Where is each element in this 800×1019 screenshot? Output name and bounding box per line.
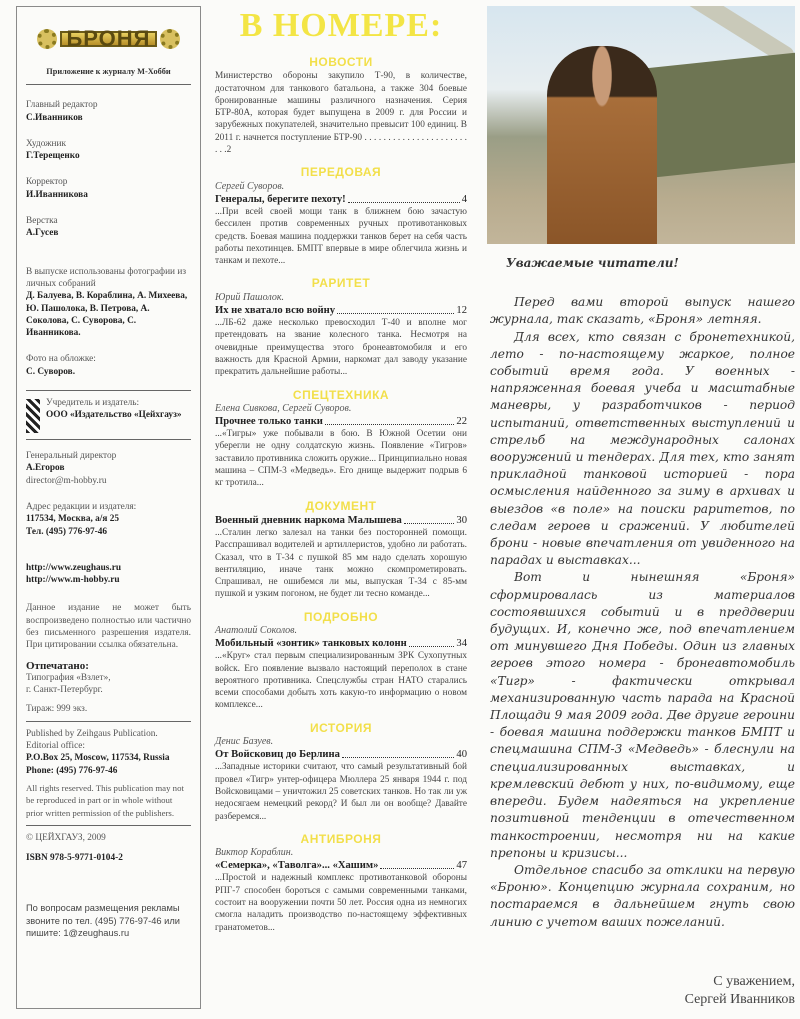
en-office: Editorial office: — [26, 741, 85, 752]
magazine-logo — [26, 13, 191, 65]
section-label: РАРИТЕТ — [311, 276, 371, 291]
article-title: Военный дневник наркома Малышева — [215, 514, 402, 526]
letter-paragraph: Отдельное спасибо за отклики на первую «Броню». Концепцию журнала сохраним, но постараемся в дальнейшем гнуть свою линию с учетом ваших пожеланий. — [490, 862, 795, 929]
printed-label: Отпечатано: — [26, 659, 89, 672]
website-link[interactable]: http://www.zeughaus.ru — [26, 562, 122, 573]
article-summary — [215, 317, 467, 378]
toc-section — [215, 166, 467, 267]
staff-role: Корректор — [26, 177, 68, 188]
person-shape — [547, 46, 657, 244]
article-author: Анатолий Соколов. — [215, 624, 298, 636]
section-label: НОВОСТИ — [309, 55, 373, 69]
editor-photo — [487, 6, 795, 244]
toc-section — [215, 56, 467, 156]
staff-role: Художник — [26, 138, 66, 149]
summary-text: ...ЛБ-62 даже несколько превосходил Т-40 и вполне мог претендовать на звание колесного танка. Несмотря на очевидные преимущества этого бронеавтомобиля и его важность для Красной Армии, наркомат дал заводу указание прекратить дальнейшие работы... — [215, 318, 467, 378]
toc-heading: В НОМЕРЕ: — [239, 7, 443, 44]
toc-section — [215, 833, 467, 934]
signoff: С уважением, — [713, 973, 795, 989]
article-summary — [215, 70, 467, 156]
phone: Тел. (495) 776-97-46 — [26, 526, 108, 537]
staff-name: С.Иванников — [26, 112, 83, 123]
en-published: Published by Zeihgaus Publication. — [26, 728, 158, 739]
staff-name: А.Гусев — [26, 228, 59, 239]
dot-leader: . . . . . . . . . . . . . . . . . . . . . . . . . — [215, 132, 467, 156]
dot-leader — [325, 415, 455, 425]
copyright: © ЦЕЙХГАУЗ, 2009 — [26, 832, 106, 843]
letter-paragraph: Перед вами второй выпуск нашего журнала, так сказать, «Броня» летняя. — [490, 295, 795, 327]
page-number: 22 — [456, 416, 467, 428]
staff-name: Г.Терещенко — [26, 151, 80, 162]
page-number: 4 — [461, 193, 467, 205]
page-number: 2 — [226, 145, 232, 156]
table-of-contents — [215, 0, 467, 934]
address: 117534, Москва, а/я 25 — [26, 514, 120, 525]
section-label: ПОДРОБНО — [303, 609, 379, 624]
summary-text: ...Сталин легко залезал на танки без посторонней помощи. Расспрашивал водителей и артиллеристов, удобно ли работать. Сказал, что в Т-34 с пушкой 85 мм надо сделать хорошую вентиляцию, иначе танк можно скомпрометировать. Спрашивал, не ошибемся ли мы, выпуская Т-34 с 85-мм пушкой и узким погоном, не будет ли тесно команде... — [215, 527, 467, 600]
article-summary — [215, 872, 467, 933]
toc-section — [215, 389, 467, 490]
toc-entry[interactable] — [215, 193, 467, 206]
ads-contact: По вопросам размещения рекламы звоните по тел. (495) 776-97-46 или пишите: 1@zeughaus.ru — [26, 903, 180, 939]
letter-paragraph: Вот и нынешняя «Броня» сформировалась из материалов состоявшихся событий и в преддверии будущих. И, конечно же, под впечатлением от минувшего Дня Победы. Один из главных героев этого номера - бронеавтомобиль «Тигр» - фактически открывал механизированную часть парада на Красной Площади 9 мая 2009 года. Две другие героини - боевая машина поддержки танков БМПТ и спецмашина СПМ-3 «Медведь» - блеснули на специализированных выставках, и кремлевский дебют у них, по-видимому, еще впереди. Будем надеяться на укрепление позитивной тенденции в отечественном танкостроении, несмотря ни на какие препоны и кризисы... — [490, 570, 795, 860]
website-link[interactable]: http://www.m-hobby.ru — [26, 575, 120, 586]
toc-section — [215, 500, 467, 601]
printed-city: г. Санкт-Петербург. — [26, 685, 103, 696]
dot-leader — [409, 637, 455, 647]
letter-paragraph: Для всех, кто связан с бронетехникой, лето - по-настоящему жаркое, полное событий время года. У военных - напряженная боевая учеба и масштабные маневры, у разработчиков - период испытаний, ответственных выступлений и стрельб на международных салонах вооружений и тендерах. Для тех, кто занят прикладной танковой историей - пора осмысления найденного за зиму в архивах и выездов «в поле» на поиски раритетов, по следам героев и сражений. У любителей брони - новые впечатления от увиденного на парадах и выставках... — [490, 329, 795, 568]
staff-role: Верстка — [26, 216, 58, 227]
dot-leader — [337, 304, 454, 314]
vehicle-shape — [637, 53, 795, 180]
cover-label: Фото на обложке: — [26, 354, 96, 365]
article-title: «Семерка», «Таволга»... «Хашим» — [215, 860, 379, 872]
summary-text: ...Западные историки считают, что самый результативный бой провел «Тигр» унтер-офицера Мюллера 25 января 1944 г. под Войсковицами – уничтожил 25 советских танков. Но так ли уж недосягаем немецкий рекорд? И был ли он вообще? Давайте разберемся... — [215, 762, 467, 822]
director-label: Генеральный директор — [26, 451, 117, 462]
letter-greeting: Уважаемые читатели! — [506, 256, 679, 270]
toc-section — [215, 277, 467, 378]
copyright-notice: Данное издание не может быть воспроизведено полностью или частично без письменного разрешения издателя. При цитировании ссылка обязательна. — [26, 603, 191, 651]
page-number: 47 — [456, 860, 467, 872]
article-author: Денис Базуев. — [215, 736, 274, 748]
toc-entry[interactable] — [215, 637, 467, 650]
toc-entry[interactable] — [215, 514, 467, 527]
logo-text: БРОНЯ — [60, 31, 156, 47]
page-number: 34 — [456, 638, 467, 650]
article-title: От Войсковиц до Берлина — [215, 749, 340, 761]
cover-name: С. Суворов. — [26, 366, 76, 377]
summary-text: ...«Тигры» уже побывали в бою. В Южной Осетии они уберегли не одну солдатскую жизнь. Появление «Тигров» заставило противника сложить оружие... Принципиально новая машина – СПМ-3 «Медведь». Его днище выдержит подрыв 6 кг тротила... — [215, 429, 467, 489]
director-email[interactable]: director@m-hobby.ru — [26, 475, 107, 486]
publisher-logo-icon — [26, 399, 40, 433]
en-rights: All rights reserved. This publication may not be reproduced in part or in whole without prior written permission of the publishers. — [26, 782, 184, 818]
logo-subtitle: Приложение к журналу М-Хобби — [26, 66, 191, 85]
dot-leader — [404, 514, 455, 524]
dot-leader — [342, 748, 454, 758]
publisher-label: Учредитель и издатель: — [46, 398, 140, 409]
toc-entry[interactable] — [215, 415, 467, 428]
article-author: Виктор Кораблин. — [215, 847, 294, 859]
article-summary — [215, 650, 467, 711]
summary-text: ...«Круг» стал первым специализированным ЗРК Сухопутных войск. Его появление вызвало настоящий переполох в стане вероятного противника. Спецслужбы стран НАТО старались всеми способами добыть хоть какую-то информацию о новом комплексе... — [215, 651, 467, 711]
article-author: Елена Сивкова, Сергей Суворов. — [215, 402, 352, 414]
section-label: ИСТОРИЯ — [309, 720, 373, 735]
article-title: Мобильный «зонтик» танковых колонн — [215, 638, 407, 650]
toc-section — [215, 611, 467, 712]
article-title: Генералы, берегите пехоту! — [215, 193, 346, 205]
summary-text: ...При всей своей мощи танк в ближнем бою зачастую бессилен против современных ручных противотанковых средств. Боевая машина поддержки танков берет на себя часть работы пехотинцев. БМПТ впервые в мире облегчила жизнь и танкам и пехоте... — [215, 206, 467, 267]
circulation: Тираж: 999 экз. — [26, 703, 88, 714]
en-address: P.O.Box 25, Moscow, 117534, Russia — [26, 753, 170, 764]
dot-leader — [348, 193, 460, 203]
page-number: 30 — [456, 514, 467, 526]
article-title: Их не хватало всю войну — [215, 305, 336, 317]
article-title: Прочнее только танки — [215, 416, 323, 428]
imprint-column — [16, 6, 201, 1009]
article-author: Юрий Пашолок. — [215, 291, 285, 303]
page-number: 40 — [456, 749, 467, 761]
summary-text: ...Простой и надежный комплекс противотанковой обороны РПГ-7 способен бороться с самыми современными танками, состоит на вооружении почти 50 лет. Россия одна из немногих смогла наладить производство по-настоящему эффективных гранатометов... — [215, 873, 467, 933]
section-label: АНТИБРОНЯ — [300, 831, 382, 846]
toc-section — [215, 722, 467, 823]
signature-name: Сергей Иванников — [684, 991, 795, 1007]
en-phone: Phone: (495) 776-97-46 — [26, 765, 118, 776]
section-label: ПЕРЕДОВАЯ — [300, 165, 382, 180]
staff-role: Главный редактор — [26, 100, 98, 111]
article-summary — [215, 761, 467, 822]
publisher-name: ООО «Издательство «Цейхгауз» — [46, 410, 182, 421]
section-label: СПЕЦТЕХНИКА — [292, 387, 390, 402]
editor-letter — [490, 255, 795, 1009]
page-number: 12 — [456, 305, 467, 317]
publisher-block — [26, 397, 191, 433]
director-name: А.Егоров — [26, 463, 65, 474]
photos-names: Д. Бaлуева, В. Кораблина, А. Михеева, Ю. Пашолока, В. Петрова, А. Соколова, С. Суворова, С. Иванникова. — [26, 291, 188, 339]
summary-text: Министерство обороны закупило Т-90, в количестве, достаточном для танкового батальона, а также 304 боевые бронированные машины различного назначения. Серия БТР-80А, которая будет выпущена в 2009 г. для России и зарубежных покупателей, значительно превысит 100 единиц. В 2011 г. начнется поступление БТР-90 — [215, 71, 467, 143]
article-summary — [215, 428, 467, 489]
toc-entry[interactable] — [215, 859, 467, 872]
toc-entry[interactable] — [215, 304, 467, 317]
printed-by: Типография «Взлет», — [26, 672, 111, 683]
article-author: Сергей Суворов. — [215, 180, 285, 192]
staff-name: И.Иванникова — [26, 189, 88, 200]
isbn: ISBN 978-5-9771-0104-2 — [26, 853, 123, 864]
address-label: Адрес редакции и издателя: — [26, 501, 137, 512]
toc-entry[interactable] — [215, 748, 467, 761]
gear-icon — [160, 29, 180, 49]
photos-label: В выпуске использованы фотографии из личных собраний — [26, 266, 187, 289]
letter-signature — [490, 973, 795, 1009]
section-label: ДОКУМЕНТ — [305, 498, 377, 513]
dot-leader — [380, 859, 454, 869]
article-summary — [215, 527, 467, 601]
article-summary — [215, 206, 467, 267]
gear-icon — [37, 29, 57, 49]
